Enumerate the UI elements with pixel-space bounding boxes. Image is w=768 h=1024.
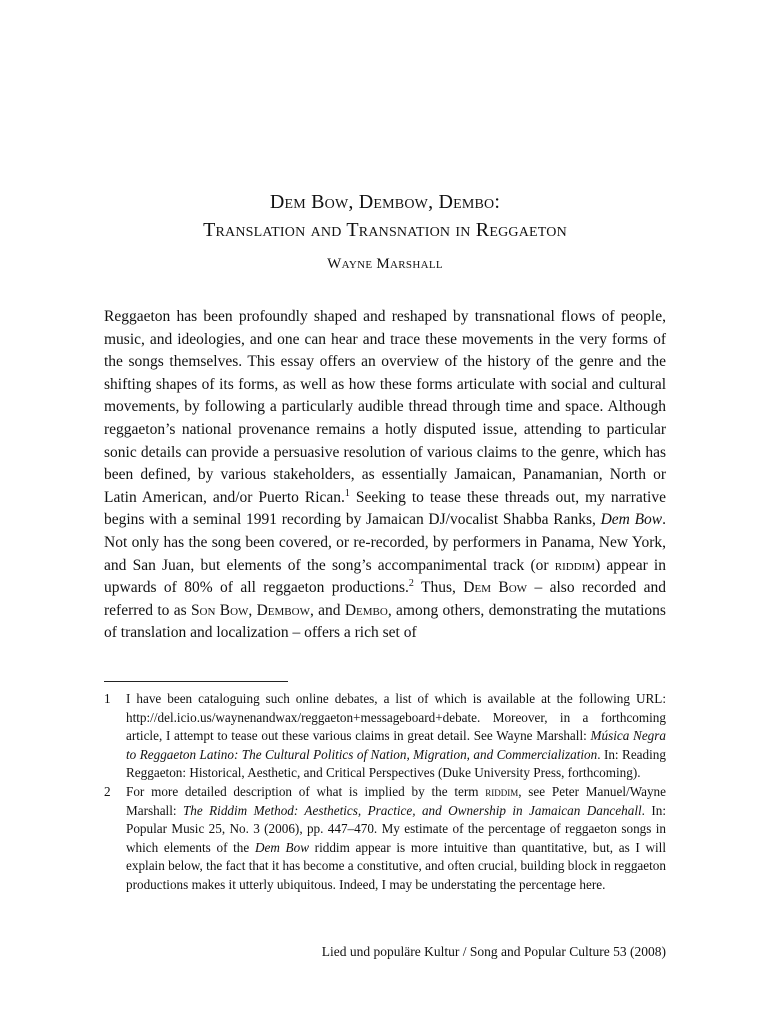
footnote-segment: . In: Reading Reggaeton: Historical, Aesthetic, and Critical Perspectives (Duke University Press, forthcoming). xyxy=(126,746,666,781)
term-dem-bow: Dem Bow xyxy=(463,579,528,597)
song-title: Dem Bow xyxy=(254,839,309,855)
body-paragraph xyxy=(104,306,666,645)
footnotes xyxy=(104,690,666,895)
author-name: Wayne Marshall xyxy=(327,256,443,272)
footnote-text xyxy=(126,783,666,895)
footnote-segment: , see Peter Manuel/Wayne Marshall: xyxy=(126,783,666,818)
song-title: Dem Bow xyxy=(600,511,663,529)
term-dembow: Dembow xyxy=(256,601,310,619)
footnote-book-title: Música Negra to Reggaeton Latino: The Cultural Politics of Nation, Migration, and Commercialization xyxy=(126,728,666,762)
body-text-segment: ) appear in upwards of 80% of all reggaeton productions. xyxy=(104,556,666,597)
footnote-2 xyxy=(104,783,666,895)
footnote-article-title: The Riddim Method: Aesthetics, Practice, and Ownership in Jamaican Dancehall xyxy=(182,802,642,818)
body-text-segment: Thus, xyxy=(413,579,464,597)
footnote-text xyxy=(126,690,666,783)
footnote-1 xyxy=(104,690,666,783)
title-line-1: Dem Bow, Dembow, Dembo: xyxy=(269,191,501,213)
footnote-segment: I have been cataloguing such online debates, a list of which is available at the following URL: http://del.icio.us/waynenandwax/reggaeton+messageboard+debate. Moreover, in a forthcoming article, I attempt to tease out these various claims in great detail. See Wayne Marshall: xyxy=(126,691,666,744)
footnote-ref-1[interactable]: 1 xyxy=(344,487,350,499)
term-son-bow: Son Bow xyxy=(190,601,249,619)
body-text-segment: Seeking to tease these threads out, my narrative begins with a seminal 1991 recording by Jamaican DJ/vocalist Shabba Ranks, xyxy=(104,488,666,529)
article-title xyxy=(104,188,666,244)
footnote-segment: riddim appear is more intuitive than quantitative, but, as I will explain below, the fact that it has become a constitutive, and often crucial, building block in reggaeton productions makes it utterly ubiquitous. Indeed, I may be understating the percentage here. xyxy=(126,839,666,892)
separator: , and xyxy=(309,601,345,619)
body-text-segment: – also recorded and referred to as xyxy=(104,579,666,619)
body-text-segment: Reggaeton has been profoundly shaped and reshaped by transnational flows of people, music, and ideologies, and one can hear and trace these movements in the very forms of the songs themselves. This essay offers an overview of the history of the genre and the shifting shapes of its forms, as well as how these forms articulate with social and cultural movements, by following a particularly audible thread through time and space. Although reggaeton’s national provenance remains a hotly disputed issue, attending to particular sonic details can provide a persuasive resolution of various claims to the genre, which has been defined, by various stakeholders, as essentially Jamaican, Panamanian, North or Latin American, and/or Puerto Rican. xyxy=(104,308,666,506)
body-text-segment: , among others, demonstrating the mutations of translation and localization – offers a rich set of xyxy=(104,601,666,642)
title-line-2: Translation and Transnation in Reggaeton xyxy=(203,219,567,241)
footnote-segment: For more detailed description of what is implied by the term xyxy=(126,783,486,799)
separator: , xyxy=(248,601,257,619)
term-dembo: Dembo xyxy=(344,601,388,619)
body-text-segment: . Not only has the song been covered, or re-recorded, by performers in Panama, New York, and San Juan, but elements of the song’s accompanimental track (or xyxy=(104,511,666,574)
term-riddim: riddim xyxy=(485,783,519,799)
running-footer: Lied und populäre Kultur / Song and Popular Culture 53 (2008) xyxy=(321,944,666,959)
term-riddim: riddim xyxy=(554,556,596,574)
footnote-segment: . In: Popular Music 25, No. 3 (2006), pp. 447–470. My estimate of the percentage of reggaeton songs in which elements of the xyxy=(126,802,666,855)
footnote-number: 2 xyxy=(104,783,111,799)
footnote-divider xyxy=(104,681,288,682)
footnote-ref-2[interactable]: 2 xyxy=(408,578,414,590)
footnote-number: 1 xyxy=(104,691,111,706)
